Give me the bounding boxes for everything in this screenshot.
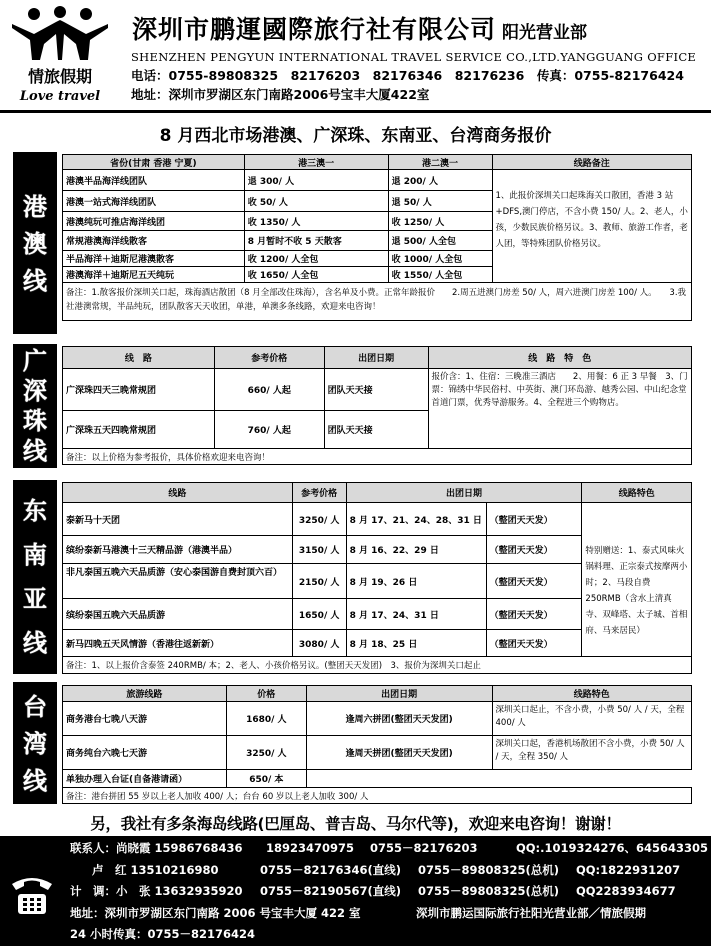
table-row <box>63 369 692 411</box>
table-cell: 8 月暂时不收 5 天散客 <box>244 231 388 251</box>
table-row <box>63 170 692 191</box>
table-cell: 收 1250/ 人 <box>388 212 492 231</box>
table-cell: 660/ 人起 <box>214 369 324 411</box>
col-header: 出团日期 <box>346 483 582 503</box>
table-cell: 8 月 19、26 日 <box>346 564 486 599</box>
header <box>0 0 711 112</box>
table-cell: 逢周天拼团(整团天天发团) <box>306 736 492 770</box>
section-label-gsz: 广 深 珠 线 <box>13 344 57 468</box>
col-header: 线 路 <box>63 347 215 369</box>
section-label-tw: 台 湾 线 <box>13 682 57 804</box>
table-cell: 760/ 人起 <box>214 411 324 449</box>
table-cell: 逢周六拼团(整团天天发团) <box>306 702 492 736</box>
table-cell: 8 月 16、22、29 日 <box>346 536 486 564</box>
table-cell: 新马四晚五天风情游（香港往返新新） <box>63 630 293 657</box>
table-cell <box>306 770 492 788</box>
table-cell: 深圳关口起止，不含小费，小费 50/ 人 / 天，全程 400/ 人 <box>492 702 692 736</box>
phone-line: 电话：0755-89808325 82176203 82176346 82176236 传真：0755-82176424 <box>131 68 684 83</box>
table-cell: 缤纷泰国五晚六天品质游 <box>63 599 293 630</box>
company-name-cn: 深圳市鹏運國際旅行社有限公司 阳光营业部 <box>132 15 588 44</box>
table-cell: 3150/ 人 <box>292 536 346 564</box>
address-line: 地址：深圳市罗湖区东门南路2006号宝丰大厦422室 <box>131 87 430 102</box>
gsz-note: 备注：以上价格为参考报价，具体价格欢迎来电咨询！ <box>63 449 692 465</box>
table-cell: 1650/ 人 <box>292 599 346 630</box>
table-cell: 2150/ 人 <box>292 564 346 599</box>
table-cell: 半品海洋＋迪斯尼港澳散客 <box>63 251 245 267</box>
col-header: 线路备注 <box>492 155 691 170</box>
table-cell: 缤纷泰新马港澳十三天精品游（港澳半品） <box>63 536 293 564</box>
table-cell: 团队天天接 <box>324 411 428 449</box>
table-cell: 收 50/ 人 <box>244 191 388 212</box>
table-cell: 8 月 17、24、31 日 <box>346 599 486 630</box>
table-cell: 收 1200/ 人全包 <box>244 251 388 267</box>
col-header: 线 路 特 色 <box>428 347 691 369</box>
table-cell: 1680/ 人 <box>226 702 306 736</box>
table-cell <box>492 770 692 788</box>
table-cell: 港澳纯玩可推店海洋线团 <box>63 212 245 231</box>
contact-line-2: 卢 红 13510216980 0755－82176346(直线) 0755－89808325(总机) QQ:1822931207 <box>92 863 681 877</box>
tw-note: 备注：港台拼团 55 岁以上老人加收 400/ 人；台台 60 岁以上老人加收 300/ 人 <box>63 788 692 804</box>
table-row <box>63 736 692 770</box>
table-cell: 团队天天接 <box>324 369 428 411</box>
table-cell: （整团天天发） <box>486 536 582 564</box>
table-row <box>63 702 692 736</box>
contact-line-3: 计 调：小 张 13632935920 0755－82190567(直线) 0755－89808325(总机) QQ2283934677 <box>70 884 676 898</box>
table-cell: 收 1000/ 人全包 <box>388 251 492 267</box>
table-cell: 单独办理入台证(自备港请函） <box>63 770 227 788</box>
company-name-en: SHENZHEN PENGYUN INTERNATIONAL TRAVEL SERVICE CO.,LTD.YANGGUANG OFFICE <box>131 50 697 64</box>
table-cell: （整团天天发） <box>486 564 582 599</box>
table-cell: 收 1550/ 人全包 <box>388 267 492 283</box>
table-cell: （整团天天发） <box>486 503 582 536</box>
table-cell: 港澳半品海洋线团队 <box>63 170 245 191</box>
svg-text:Love travel: Love travel <box>19 89 101 104</box>
col-header: 价格 <box>226 686 306 702</box>
table-cell: 退 500/ 人全包 <box>388 231 492 251</box>
table-cell: 广深珠四天三晚常规团 <box>63 369 215 411</box>
table-cell: （整团天天发） <box>486 630 582 657</box>
col-header: 港三澳一 <box>244 155 388 170</box>
dancing-people-icon <box>12 6 108 60</box>
col-header: 线路特色 <box>582 483 692 503</box>
gsz-route-features: 报价含：1、住宿：三晚准三酒店 2、用餐：6 正 3 早餐 3、门票：锦绣中华民俗村、中英街、澳门环岛游、越秀公园、中山纪念堂首道门票，优秀导游服务。4、全程进三个购物店。 <box>428 369 691 449</box>
table-cell: 港澳一站式海洋线团队 <box>63 191 245 212</box>
hk-price-table <box>62 154 692 321</box>
col-header: 出团日期 <box>324 347 428 369</box>
table-cell: 8 月 17、21、24、28、31 日 <box>346 503 486 536</box>
col-header: 出团日期 <box>306 686 492 702</box>
section-label-hk: 港 澳 线 <box>13 152 57 334</box>
table-cell: 港澳海洋＋迪斯尼五天纯玩 <box>63 267 245 283</box>
col-header: 线路 <box>63 483 293 503</box>
table-cell: 退 50/ 人 <box>388 191 492 212</box>
table-cell: 3250/ 人 <box>226 736 306 770</box>
sea-price-table <box>62 482 692 674</box>
address-footer: 地址：深圳市罗湖区东门南路 2006 号宝丰大厦 422 室 深圳市鹏运国际旅行社阳光营业部／情旅假期 <box>70 906 646 920</box>
contact-line-1: 联系人：尚晓霞 15986768436 18923470975 0755－82176203 QQ:.1019324276、645643305 <box>70 841 709 855</box>
svg-text:情旅假期: 情旅假期 <box>27 67 93 86</box>
header-divider <box>0 110 711 113</box>
col-header: 线路特色 <box>492 686 692 702</box>
promo-slogan: 另，我社有多条海岛线路(巴厘岛、普吉岛、马尔代等)，欢迎来电咨询！谢谢！ <box>90 815 621 833</box>
col-header: 省份(甘肃 香港 宁夏) <box>63 155 245 170</box>
table-cell: 650/ 本 <box>226 770 306 788</box>
table-cell: 8 月 18、25 日 <box>346 630 486 657</box>
table-cell: 收 1650/ 人全包 <box>244 267 388 283</box>
table-cell: 退 200/ 人 <box>388 170 492 191</box>
table-cell: 非凡泰国五晚六天品质游（安心泰国游自费封顶六百） <box>63 564 293 599</box>
hk-route-remark: 1、此报价深圳关口起珠海关口散团，香港 3 站+DFS,澳门停店，不含小费 150/ 人。2、老人，小孩，少数民族价格另议。3、教师、旅游工作者，老人团，等特殊团队价格另议。 <box>492 170 691 283</box>
table-cell: 泰新马十天团 <box>63 503 293 536</box>
col-header: 参考价格 <box>214 347 324 369</box>
table-cell: 退 300/ 人 <box>244 170 388 191</box>
gsz-price-table <box>62 346 692 465</box>
table-cell: 商务纯台六晚七天游 <box>63 736 227 770</box>
hk-note: 备注：1.散客报价深圳关口起，珠海酒店散团（8 月全部改住珠海），含名单及小费。正常年龄报价 2.周五进澳门房差 50/ 人，周六进澳门房差 100/ 人。 3.我社港澳常规，半品纯玩，团队散客天天收团，单港，单澳多条线路，欢迎来电咨询！ <box>63 283 692 321</box>
page-title: 8 月西北市场港澳、广深珠、东南亚、台湾商务报价 <box>159 126 552 146</box>
table-cell: 常规港澳海洋线散客 <box>63 231 245 251</box>
table-cell: 广深珠五天四晚常规团 <box>63 411 215 449</box>
col-header: 港二澳一 <box>388 155 492 170</box>
sea-note: 备注：1、以上报价含泰签 240RMB/ 本；2、老人、小孩价格另议。(整团天天发团) 3、报价为深圳关口起止 <box>63 657 692 674</box>
table-row <box>63 503 692 536</box>
table-row <box>63 770 692 788</box>
table-cell: 3080/ 人 <box>292 630 346 657</box>
love-travel-logo <box>4 4 116 104</box>
fax-footer: 24 小时传真：0755－82176424 <box>70 927 256 941</box>
col-header: 参考价格 <box>292 483 346 503</box>
table-cell: 深圳关口起，香港机场散团不含小费，小费 50/ 人 / 天，全程 350/ 人 <box>492 736 692 770</box>
section-label-sea: 东 南 亚 线 <box>13 480 57 674</box>
table-cell: 商务港台七晚八天游 <box>63 702 227 736</box>
table-cell: 收 1350/ 人 <box>244 212 388 231</box>
col-header: 旅游线路 <box>63 686 227 702</box>
sea-route-features: 特别赠送：1、泰式风味火锅料理、正宗泰式按摩两小时；2、马段自费 250RMB（含水上清真寺、双峰塔、太子城、首相府、马来居民） <box>582 503 692 657</box>
tw-price-table <box>62 685 692 804</box>
telephone-icon <box>8 870 56 920</box>
table-cell: （整团天天发） <box>486 599 582 630</box>
table-cell: 3250/ 人 <box>292 503 346 536</box>
